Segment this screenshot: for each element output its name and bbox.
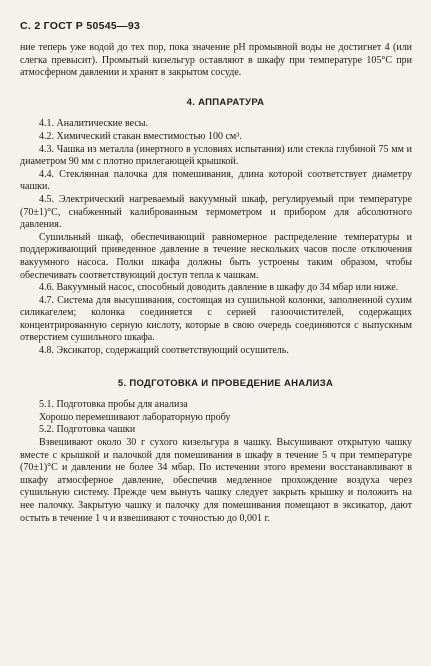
intro-paragraph: ние теперь уже водой до тех пор, пока значение pH промывной воды не достигнет 4 (или слегка превысит). Промытый кизельгур оставляют в шкафу при температуре 105°С при атмосферном давлении и хранят в закрытом сосуде. <box>20 42 412 79</box>
para-4-7: 4.7. Система для высушивания, состоящая из сушильной колонки, заполненной сухим силикагелем; колонка соединяется с серией газоочистителей, содержащих концентрированную серную кислоту, которые в свою очередь соединяются с выпускным отверстием сушильного шкафа. <box>20 294 412 344</box>
para-4-1: 4.1. Аналитические весы. <box>39 118 148 130</box>
para-5-2: 5.2. Подготовка чашки <box>39 424 136 436</box>
para-4-5: 4.5. Электрический нагреваемый вакуумный шкаф, регулируемый при температуре (70±1)°С, снабженный калиброванным термометром и прибором для абсолютного давления. <box>20 193 412 231</box>
para-4-2: 4.2. Химический стакан вместимостью 100 см³. <box>39 130 242 142</box>
section-4-title: 4. АППАРАТУРА <box>186 96 265 108</box>
page-header: С. 2 ГОСТ Р 50545—93 <box>20 20 141 32</box>
para-4-6: 4.6. Вакуумный насос, способный доводить давление в шкафу до 34 мбар или ниже. <box>39 282 399 294</box>
para-5-1-text: Хорошо перемешивают лабораторную пробу <box>39 411 231 423</box>
para-4-8: 4.8. Эксикатор, содержащий соответствующий осушитель. <box>39 345 289 357</box>
para-5-1: 5.1. Подготовка пробы для анализа <box>39 399 188 411</box>
section-5-title: 5. ПОДГОТОВКА И ПРОВЕДЕНИЕ АНАЛИЗА <box>117 377 334 389</box>
para-4-5-drying-cabinet: Сушильный шкаф, обеспечивающий равномерное распределение температуры и поддерживающий приведенное давление в течение нескольких часов после отключения вакуумного насоса. Полки шкафа должны быть устроены таким образом, чтобы обеспечивать соответствующий доступ тепла к чашкам. <box>20 231 412 281</box>
page-body <box>20 42 412 525</box>
para-5-2-text: Взвешивают около 30 г сухого кизельгура в чашку. Высушивают открытую чашку вместе с крышкой и палочкой для помешивания в шкафу в течение 5 ч при температуре (70±1)°С и давлении не более 34 мбар. По истечении этого времени восстанавливают в шкафу атмосферное давление, обеспечив медленное прохождение воздуха через сушильную систему. Прежде чем вынуть чашку следует закрыть крышку и положить на нее палочку. Закрытую чашку и палочку для помешивания помещают в эксикатор, дают остыть в течение 1 ч и взвешивают с точностью до 0,001 г. <box>20 437 412 524</box>
para-4-3: 4.3. Чашка из металла (инертного в условиях испытания) или стекла глубиной 75 мм и диаметром 90 мм с плотно прилегающей крышкой. <box>20 143 412 168</box>
para-4-4: 4.4. Стеклянная палочка для помешивания, длина которой соответствует диаметру чашки. <box>20 168 412 193</box>
